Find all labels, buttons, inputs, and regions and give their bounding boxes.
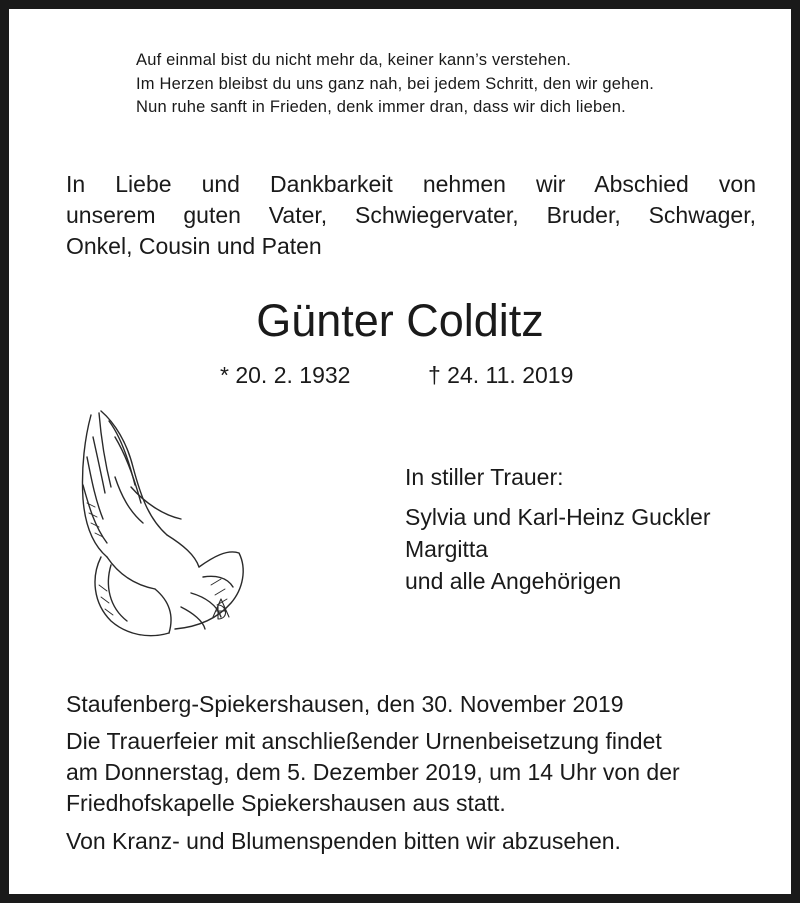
poem-line-2: Im Herzen bleibst du uns ganz nah, bei jedem Schritt, den wir gehen. [136, 74, 655, 93]
deceased-name: Günter Colditz [256, 295, 544, 346]
intro-line-1: In Liebe und Dankbarkeit nehmen wir Abschied von [66, 171, 756, 197]
ceremony-line-3: Friedhofskapelle Spiekershausen aus statt. [66, 790, 506, 816]
birth-date: * 20. 2. 1932 [220, 362, 351, 388]
place-date: Staufenberg-Spiekershausen, den 30. November 2019 [66, 691, 624, 717]
poem [136, 49, 776, 120]
mourners-heading: In stiller Trauer: [405, 464, 564, 490]
mourner-line-3: und alle Angehörigen [405, 568, 622, 594]
death-date: † 24. 11. 2019 [428, 362, 574, 388]
mourner-line-2: Margitta [405, 536, 489, 562]
praying-hands-icon [71, 407, 251, 647]
mourner-line-1: Sylvia und Karl-Heinz Guckler [405, 504, 711, 530]
footer [66, 689, 766, 857]
ceremony-line-2: am Donnerstag, dem 5. Dezember 2019, um 14 Uhr von der [66, 759, 680, 785]
poem-line-1: Auf einmal bist du nicht mehr da, keiner kann’s verstehen. [136, 51, 572, 69]
poem-line-3: Nun ruhe sanft in Frieden, denk immer dran, dass wir dich lieben. [136, 98, 626, 116]
intro-line-2: unserem guten Vater, Schwiegervater, Bruder, Schwager, [66, 202, 756, 228]
intro-line-3: Onkel, Cousin und Paten [66, 233, 322, 259]
ceremony-line-1: Die Trauerfeier mit anschließender Urnenbeisetzung findet [66, 728, 662, 754]
mourners [405, 461, 775, 597]
flowers-note: Von Kranz- und Blumenspenden bitten wir abzusehen. [66, 828, 621, 854]
intro-text [66, 169, 756, 262]
